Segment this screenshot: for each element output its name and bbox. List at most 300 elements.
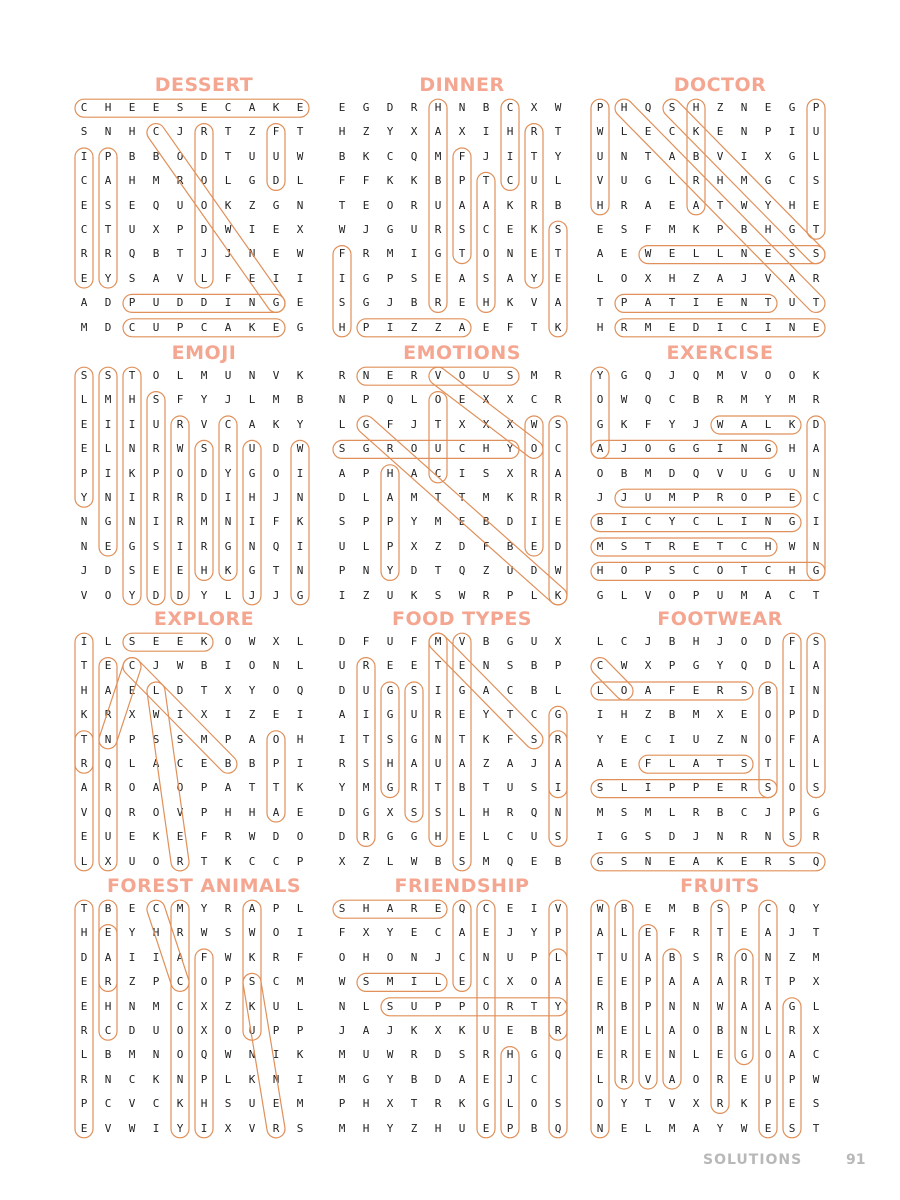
grid-row: [72, 486, 336, 510]
grid-letter: I: [764, 320, 772, 334]
grid-letter: N: [338, 999, 346, 1013]
grid-row: [330, 316, 594, 340]
grid-letter: Y: [200, 588, 208, 602]
grid-letter: I: [458, 466, 466, 480]
grid-letter: P: [386, 271, 394, 285]
grid-row: [588, 897, 852, 921]
grid-letter: L: [644, 1121, 652, 1135]
grid-letter: N: [224, 515, 232, 529]
grid-letter: V: [644, 1072, 652, 1086]
grid-letter: U: [338, 659, 346, 673]
grid-row: [72, 559, 336, 583]
grid-letter: U: [152, 320, 160, 334]
grid-letter: A: [812, 732, 820, 746]
letter-grid: [72, 630, 336, 874]
grid-row: [588, 316, 852, 340]
grid-letter: K: [224, 564, 232, 578]
grid-letter: R: [530, 198, 538, 212]
grid-letter: H: [692, 635, 700, 648]
grid-row: [72, 703, 336, 727]
grid-letter: W: [386, 1048, 394, 1062]
grid-letter: A: [692, 756, 700, 770]
grid-letter: S: [386, 732, 394, 746]
grid-letter: I: [296, 708, 304, 722]
grid-letter: W: [224, 1048, 232, 1062]
grid-row: [72, 267, 336, 291]
grid-letter: O: [152, 369, 160, 382]
grid-letter: F: [362, 635, 370, 648]
grid-letter: B: [692, 149, 700, 163]
grid-letter: K: [176, 1097, 184, 1111]
grid-letter: K: [248, 999, 256, 1013]
grid-letter: H: [362, 950, 370, 964]
grid-letter: N: [104, 1072, 112, 1086]
grid-letter: E: [458, 708, 466, 722]
grid-letter: U: [506, 564, 514, 578]
grid-letter: O: [458, 369, 466, 382]
grid-letter: A: [716, 975, 724, 989]
grid-letter: A: [224, 781, 232, 795]
grid-letter: E: [128, 902, 136, 915]
grid-letter: R: [200, 125, 208, 139]
grid-letter: C: [80, 174, 88, 188]
grid-letter: N: [104, 125, 112, 139]
grid-letter: U: [788, 296, 796, 310]
grid-letter: B: [668, 635, 676, 648]
grid-letter: P: [788, 975, 796, 989]
grid-letter: R: [596, 999, 604, 1013]
grid-letter: D: [152, 588, 160, 602]
grid-letter: D: [176, 296, 184, 310]
grid-letter: P: [200, 781, 208, 795]
grid-letter: N: [128, 442, 136, 456]
grid-letter: T: [434, 781, 442, 795]
grid-letter: I: [224, 659, 232, 673]
grid-letter: L: [362, 999, 370, 1013]
grid-letter: N: [764, 830, 772, 844]
grid-letter: S: [620, 222, 628, 236]
grid-letter: I: [224, 490, 232, 504]
grid-letter: R: [272, 1121, 280, 1135]
grid-letter: G: [530, 1048, 538, 1062]
puzzle-title: FRIENDSHIP: [394, 875, 530, 897]
grid-letter: J: [80, 564, 88, 578]
grid-letter: P: [362, 515, 370, 529]
grid-letter: V: [80, 588, 88, 602]
grid-letter: C: [152, 125, 160, 139]
grid-letter: N: [248, 539, 256, 553]
letter-grid: [72, 96, 336, 340]
grid-letter: G: [788, 149, 796, 163]
grid-letter: E: [644, 1048, 652, 1062]
grid-letter: B: [296, 393, 304, 407]
grid-letter: Y: [386, 564, 394, 578]
grid-row: [330, 96, 594, 120]
grid-letter: S: [152, 539, 160, 553]
grid-letter: I: [410, 975, 418, 989]
grid-letter: R: [80, 756, 88, 770]
grid-row: [588, 169, 852, 193]
grid-letter: N: [458, 101, 466, 114]
grid-letter: T: [812, 222, 820, 236]
grid-letter: G: [644, 174, 652, 188]
grid-letter: F: [296, 950, 304, 964]
grid-letter: Q: [788, 902, 796, 915]
grid-letter: T: [200, 683, 208, 697]
grid-letter: A: [152, 781, 160, 795]
grid-letter: I: [80, 149, 88, 163]
grid-letter: K: [272, 417, 280, 431]
grid-letter: R: [176, 926, 184, 940]
grid-row: [330, 218, 594, 242]
grid-letter: A: [692, 854, 700, 868]
grid-letter: F: [644, 222, 652, 236]
grid-letter: H: [338, 320, 346, 334]
grid-letter: E: [482, 1072, 490, 1086]
grid-letter: C: [272, 854, 280, 868]
grid-letter: H: [482, 805, 490, 819]
grid-letter: S: [788, 830, 796, 844]
grid-letter: Q: [740, 659, 748, 673]
grid-letter: G: [386, 683, 394, 697]
grid-letter: B: [530, 683, 538, 697]
grid-letter: N: [620, 149, 628, 163]
grid-letter: H: [716, 174, 724, 188]
grid-letter: I: [152, 515, 160, 529]
grid-letter: R: [362, 247, 370, 261]
grid-letter: X: [200, 708, 208, 722]
grid-letter: C: [740, 320, 748, 334]
grid-letter: R: [554, 393, 562, 407]
grid-letter: E: [410, 659, 418, 673]
grid-letter: S: [458, 222, 466, 236]
grid-letter: I: [338, 732, 346, 746]
grid-letter: H: [596, 198, 604, 212]
grid-letter: L: [644, 1023, 652, 1037]
grid-letter: S: [338, 515, 346, 529]
grid-letter: I: [668, 732, 676, 746]
grid-row: [588, 970, 852, 994]
grid-letter: T: [176, 247, 184, 261]
grid-letter: O: [788, 781, 796, 795]
grid-row: [588, 946, 852, 970]
grid-letter: L: [458, 805, 466, 819]
grid-letter: E: [296, 101, 304, 114]
grid-letter: E: [272, 222, 280, 236]
grid-letter: X: [458, 417, 466, 431]
grid-letter: G: [224, 539, 232, 553]
grid-letter: J: [692, 830, 700, 844]
grid-letter: Y: [554, 999, 562, 1013]
grid-letter: E: [248, 271, 256, 285]
grid-letter: S: [692, 950, 700, 964]
grid-letter: C: [530, 708, 538, 722]
grid-letter: C: [530, 1072, 538, 1086]
grid-letter: W: [740, 198, 748, 212]
grid-letter: X: [128, 708, 136, 722]
grid-letter: E: [458, 659, 466, 673]
grid-letter: Z: [224, 999, 232, 1013]
grid-letter: R: [434, 1097, 442, 1111]
grid-letter: C: [176, 975, 184, 989]
grid-letter: V: [248, 1121, 256, 1135]
grid-letter: T: [458, 490, 466, 504]
grid-letter: S: [410, 271, 418, 285]
grid-letter: K: [296, 515, 304, 529]
grid-letter: K: [740, 1097, 748, 1111]
grid-letter: K: [554, 320, 562, 334]
grid-letter: Q: [554, 1048, 562, 1062]
grid-letter: I: [80, 635, 88, 648]
grid-letter: A: [668, 1072, 676, 1086]
grid-letter: W: [248, 635, 256, 648]
grid-letter: G: [788, 222, 796, 236]
grid-letter: G: [386, 708, 394, 722]
grid-letter: S: [554, 830, 562, 844]
grid-letter: I: [386, 320, 394, 334]
grid-letter: E: [272, 1097, 280, 1111]
grid-letter: C: [620, 635, 628, 648]
grid-row: [330, 267, 594, 291]
grid-letter: R: [176, 490, 184, 504]
grid-letter: D: [200, 490, 208, 504]
grid-letter: H: [200, 564, 208, 578]
grid-letter: N: [668, 1048, 676, 1062]
grid-letter: M: [668, 902, 676, 915]
grid-row: [588, 96, 852, 120]
grid-letter: K: [692, 222, 700, 236]
grid-letter: A: [716, 271, 724, 285]
grid-letter: P: [152, 975, 160, 989]
grid-letter: L: [716, 247, 724, 261]
grid-letter: P: [80, 1097, 88, 1111]
grid-letter: A: [740, 999, 748, 1013]
grid-letter: R: [80, 1072, 88, 1086]
grid-letter: E: [812, 198, 820, 212]
grid-letter: A: [458, 756, 466, 770]
grid-letter: E: [764, 101, 772, 114]
grid-letter: M: [272, 393, 280, 407]
grid-letter: P: [338, 1097, 346, 1111]
grid-letter: H: [386, 466, 394, 480]
grid-letter: P: [668, 781, 676, 795]
grid-row: [72, 679, 336, 703]
grid-letter: O: [644, 442, 652, 456]
grid-letter: E: [80, 999, 88, 1013]
grid-letter: T: [80, 659, 88, 673]
grid-letter: R: [200, 539, 208, 553]
letter-grid: [72, 364, 336, 608]
grid-letter: Y: [764, 198, 772, 212]
grid-letter: I: [644, 781, 652, 795]
grid-letter: E: [506, 1023, 514, 1037]
grid-letter: S: [530, 732, 538, 746]
grid-letter: B: [530, 659, 538, 673]
grid-letter: X: [224, 1121, 232, 1135]
grid-letter: W: [248, 830, 256, 844]
grid-letter: I: [224, 708, 232, 722]
grid-letter: R: [104, 247, 112, 261]
grid-letter: K: [248, 950, 256, 964]
grid-letter: T: [740, 564, 748, 578]
grid-letter: S: [596, 781, 604, 795]
grid-letter: W: [812, 1072, 820, 1086]
grid-letter: P: [128, 732, 136, 746]
grid-letter: H: [80, 683, 88, 697]
grid-letter: Z: [434, 539, 442, 553]
grid-row: [588, 1092, 852, 1116]
grid-letter: O: [200, 174, 208, 188]
grid-row: [588, 218, 852, 242]
grid-letter: X: [482, 393, 490, 407]
grid-letter: T: [482, 781, 490, 795]
grid-letter: I: [620, 515, 628, 529]
grid-letter: S: [104, 369, 112, 382]
grid-letter: N: [740, 101, 748, 114]
grid-letter: S: [362, 756, 370, 770]
grid-letter: Q: [296, 683, 304, 697]
grid-letter: A: [458, 198, 466, 212]
grid-letter: T: [296, 125, 304, 139]
grid-letter: B: [434, 174, 442, 188]
grid-letter: I: [104, 417, 112, 431]
grid-letter: A: [362, 1023, 370, 1037]
grid-letter: E: [152, 564, 160, 578]
grid-letter: A: [596, 756, 604, 770]
grid-letter: M: [434, 515, 442, 529]
grid-letter: K: [272, 101, 280, 114]
grid-letter: P: [668, 659, 676, 673]
grid-letter: A: [152, 756, 160, 770]
grid-letter: K: [716, 854, 724, 868]
grid-letter: A: [386, 902, 394, 915]
grid-letter: A: [692, 1121, 700, 1135]
grid-letter: E: [482, 926, 490, 940]
grid-letter: I: [788, 125, 796, 139]
grid-letter: E: [80, 975, 88, 989]
grid-row: [588, 437, 852, 461]
grid-letter: H: [248, 805, 256, 819]
grid-letter: B: [482, 515, 490, 529]
grid-row: [72, 413, 336, 437]
grid-letter: J: [386, 1023, 394, 1037]
grid-letter: G: [386, 830, 394, 844]
grid-letter: R: [530, 466, 538, 480]
grid-letter: R: [80, 1023, 88, 1037]
grid-letter: J: [362, 222, 370, 236]
grid-letter: L: [362, 539, 370, 553]
grid-letter: W: [410, 854, 418, 868]
grid-letter: P: [200, 1072, 208, 1086]
grid-letter: H: [200, 1097, 208, 1111]
grid-letter: Y: [104, 271, 112, 285]
grid-row: [72, 437, 336, 461]
grid-letter: O: [530, 442, 538, 456]
grid-letter: P: [338, 564, 346, 578]
grid-row: [72, 584, 336, 608]
grid-letter: Z: [248, 125, 256, 139]
grid-row: [588, 535, 852, 559]
grid-row: [588, 752, 852, 776]
grid-letter: N: [506, 247, 514, 261]
grid-letter: O: [410, 442, 418, 456]
grid-letter: L: [224, 588, 232, 602]
grid-letter: N: [668, 999, 676, 1013]
grid-letter: R: [104, 975, 112, 989]
grid-letter: O: [338, 950, 346, 964]
grid-letter: U: [620, 950, 628, 964]
grid-letter: L: [620, 588, 628, 602]
grid-letter: S: [506, 659, 514, 673]
grid-letter: Q: [104, 805, 112, 819]
grid-letter: G: [410, 732, 418, 746]
grid-letter: L: [596, 683, 604, 697]
grid-letter: P: [764, 125, 772, 139]
grid-letter: E: [104, 926, 112, 940]
grid-row: [72, 654, 336, 678]
grid-letter: L: [620, 926, 628, 940]
grid-letter: M: [176, 902, 184, 915]
grid-letter: A: [668, 149, 676, 163]
grid-letter: Z: [362, 854, 370, 868]
grid-letter: R: [362, 659, 370, 673]
grid-letter: V: [716, 466, 724, 480]
grid-letter: A: [104, 683, 112, 697]
grid-row: [588, 486, 852, 510]
grid-row: [72, 995, 336, 1019]
grid-letter: O: [620, 271, 628, 285]
grid-letter: G: [410, 830, 418, 844]
grid-letter: Z: [482, 564, 490, 578]
grid-letter: N: [740, 247, 748, 261]
grid-letter: G: [434, 247, 442, 261]
grid-letter: Q: [644, 393, 652, 407]
grid-letter: A: [338, 466, 346, 480]
grid-letter: M: [338, 1121, 346, 1135]
grid-letter: R: [128, 805, 136, 819]
grid-letter: R: [620, 1048, 628, 1062]
grid-letter: Y: [716, 1121, 724, 1135]
grid-row: [72, 946, 336, 970]
letter-grid: [588, 96, 852, 340]
grid-row: [72, 728, 336, 752]
grid-letter: K: [224, 854, 232, 868]
grid-letter: P: [434, 999, 442, 1013]
grid-letter: L: [620, 781, 628, 795]
grid-letter: T: [668, 296, 676, 310]
grid-letter: E: [716, 296, 724, 310]
grid-letter: E: [296, 296, 304, 310]
grid-letter: R: [692, 926, 700, 940]
grid-letter: A: [482, 198, 490, 212]
grid-letter: Q: [386, 393, 394, 407]
grid-letter: T: [530, 320, 538, 334]
grid-letter: V: [530, 296, 538, 310]
grid-letter: H: [128, 174, 136, 188]
grid-letter: O: [764, 1048, 772, 1062]
grid-letter: L: [296, 999, 304, 1013]
grid-letter: F: [272, 125, 280, 139]
grid-letter: C: [506, 101, 514, 114]
grid-row: [72, 752, 336, 776]
grid-letter: H: [788, 198, 796, 212]
grid-letter: M: [482, 854, 490, 868]
grid-row: [588, 630, 852, 654]
grid-letter: X: [812, 1023, 820, 1037]
grid-letter: A: [764, 926, 772, 940]
grid-letter: P: [362, 393, 370, 407]
grid-letter: W: [596, 902, 604, 915]
